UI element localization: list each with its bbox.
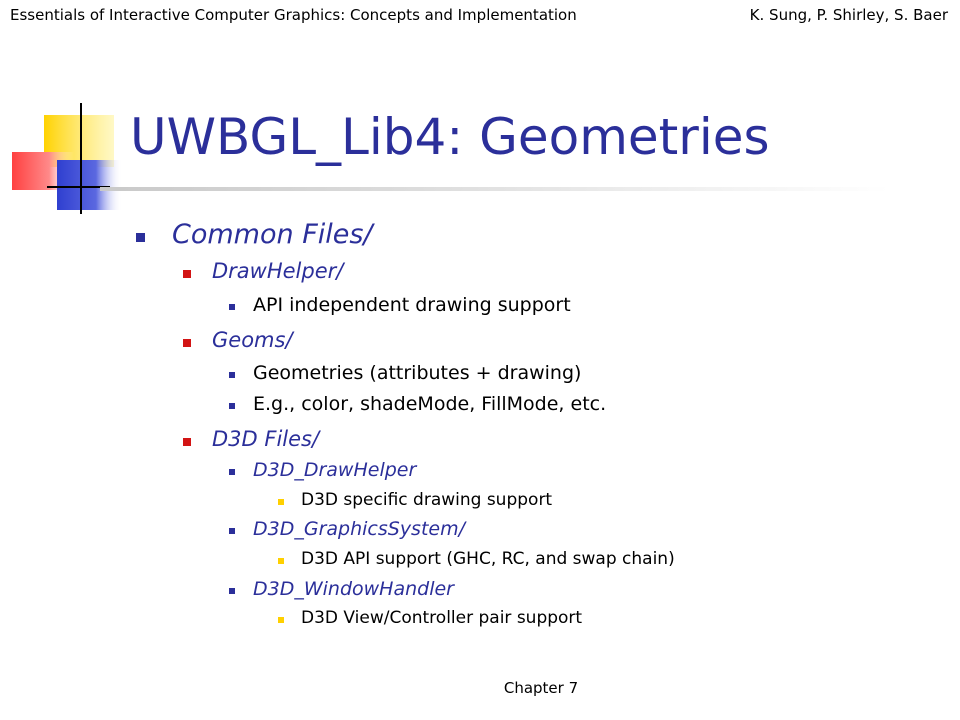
bullet-text: API independent drawing support — [253, 294, 571, 316]
bullet-item-d3d-api-support — [301, 549, 675, 569]
header-course-title: Essentials of Interactive Computer Graphics: Concepts and Implementation — [10, 6, 577, 24]
square-bullet-icon — [278, 558, 284, 564]
square-bullet-icon — [229, 528, 235, 534]
square-bullet-icon — [183, 339, 191, 347]
bullet-text: D3D_WindowHandler — [253, 578, 454, 600]
bullet-text: D3D specific drawing support — [301, 490, 553, 510]
footer-chapter: Chapter 7 — [503, 679, 579, 697]
square-bullet-icon — [278, 617, 284, 623]
slide-title: UWBGL_Lib4: Geometries — [130, 108, 770, 166]
bullet-item-d3d-specific-drawing — [301, 490, 552, 510]
bullet-item-api-independent — [253, 294, 571, 316]
bullet-item-d3d-drawhelper — [253, 459, 416, 481]
bullet-text: E.g., color, shadeMode, FillMode, etc. — [253, 393, 607, 415]
square-bullet-icon — [278, 499, 284, 505]
bullet-text: D3D View/Controller pair support — [301, 608, 583, 628]
title-underline-rule — [100, 187, 890, 191]
square-bullet-icon — [183, 270, 191, 278]
bullet-item-geoms — [212, 328, 293, 352]
bullet-text: Geometries (attributes + drawing) — [253, 362, 582, 384]
bullet-text: D3D Files/ — [212, 427, 320, 451]
square-bullet-icon — [136, 233, 145, 242]
bullet-text: Common Files/ — [172, 219, 373, 250]
bullet-item-d3d-graphicssystem — [253, 518, 465, 540]
square-bullet-icon — [229, 372, 235, 378]
bullet-item-common-files — [172, 219, 373, 250]
square-bullet-icon — [229, 588, 235, 594]
square-bullet-icon — [229, 469, 235, 475]
square-bullet-icon — [229, 304, 235, 310]
bullet-text: D3D_DrawHelper — [253, 459, 417, 481]
square-bullet-icon — [183, 438, 191, 446]
bullet-text: DrawHelper/ — [212, 259, 344, 283]
header-authors: K. Sung, P. Shirley, S. Baer — [749, 6, 948, 24]
bullet-text: D3D API support (GHC, RC, and swap chain) — [301, 549, 675, 569]
bullet-item-d3d-view-controller — [301, 608, 582, 628]
bullet-item-geometries — [253, 362, 581, 384]
square-bullet-icon — [229, 403, 235, 409]
logo-blue-square — [57, 160, 122, 210]
bullet-item-eg-color — [253, 393, 606, 415]
bullet-text: D3D_GraphicsSystem/ — [253, 518, 466, 540]
bullet-item-drawhelper — [212, 259, 343, 283]
bullet-item-d3d-files — [212, 427, 319, 451]
bullet-text: Geoms/ — [212, 328, 293, 352]
bullet-item-d3d-windowhandler — [253, 578, 454, 600]
